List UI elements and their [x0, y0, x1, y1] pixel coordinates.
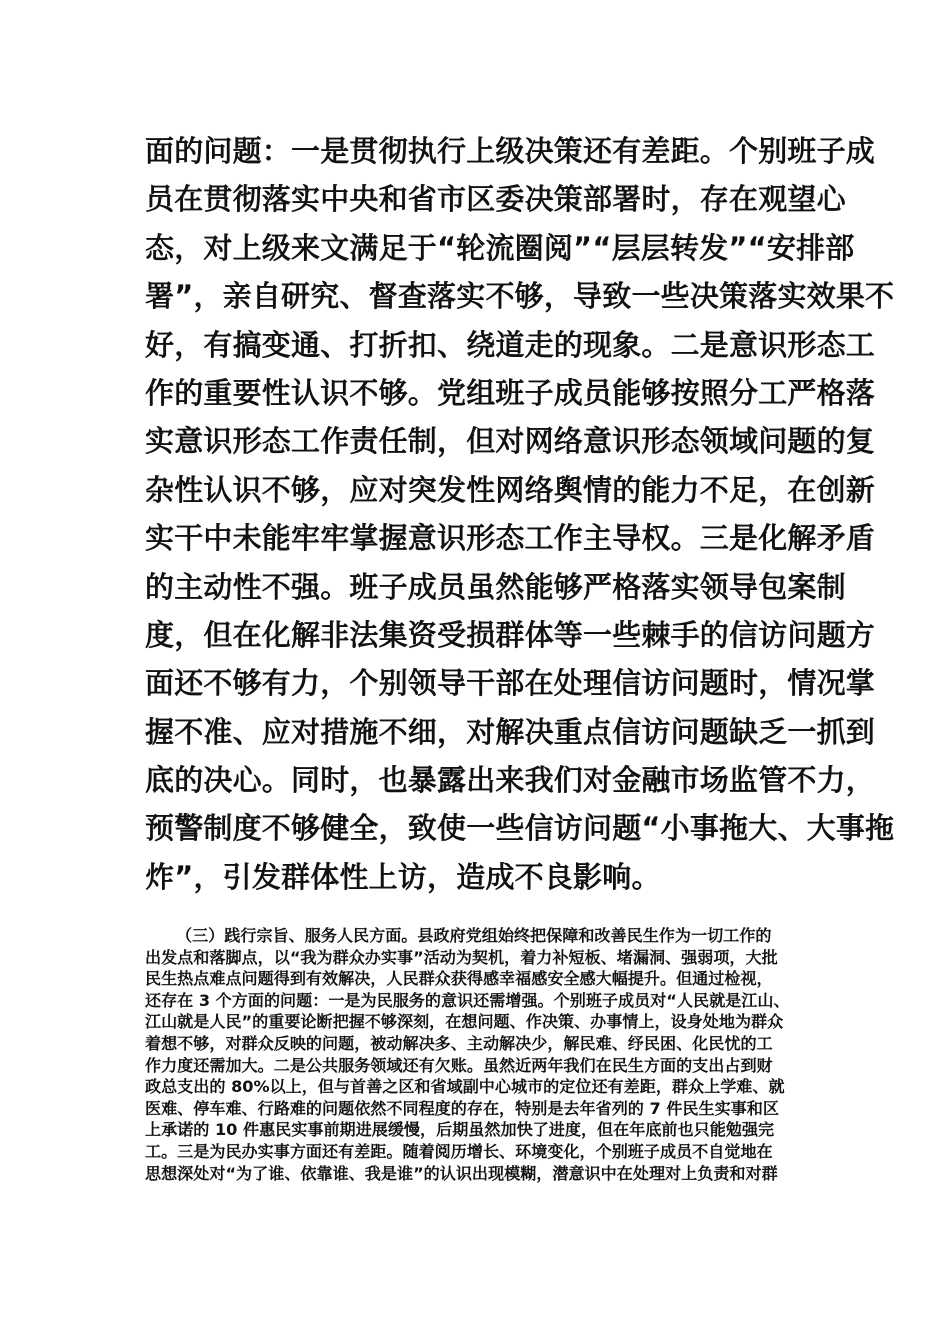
paragraph-line: 还存在 3 个方面的问题：一是为民服务的意识还需增强。个别班子成员对“人民就是江山、 [145, 990, 790, 1010]
paragraph-line: 的主动性不强。班子成员虽然能够严格落实领导包案制 [145, 569, 846, 604]
paragraph-line: 着想不够，对群众反映的问题，被动解决多、主动解决少，解民难、纾民困、化民忧的工 [145, 1033, 773, 1053]
paragraph-line: 员在贯彻落实中央和省市区委决策部署时，存在观望心 [145, 182, 846, 217]
paragraph-line: 预警制度不够健全，致使一些信访问题“小事拖大、大事拖 [145, 811, 895, 846]
paragraph-line: 面还不够有力，个别领导干部在处理信访问题时，情况掌 [145, 666, 876, 701]
paragraph-line: 杂性认识不够，应对突发性网络舆情的能力不足，在创新 [145, 472, 876, 507]
paragraph-line: 态，对上级来文满足于“轮流圈阅”“层层转发”“安排部 [145, 230, 855, 265]
paragraph-line: 民生热点难点问题得到有效解决，人民群众获得感幸福感安全感大幅提升。但通过检视， [145, 969, 773, 989]
paragraph-line: 作的重要性认识不够。党组班子成员能够按照分工严格落 [145, 375, 876, 410]
paragraph-line: 度，但在化解非法集资受损群体等一些棘手的信访问题方 [145, 617, 876, 652]
paragraph-line: 江山就是人民”的重要论断把握不够深刻，在想问题、作决策、办事情上，设身处地为群众 [145, 1012, 784, 1032]
paragraph-line: 政总支出的 80%以上，但与首善之区和省域副中心城市的定位还有差距，群众上学难、就 [145, 1077, 785, 1097]
paragraph-line: 上承诺的 10 件惠民实事前期进展缓慢，后期虽然加快了进度，但在年底前也只能勉强完 [145, 1120, 775, 1140]
paragraph-line: 炸”，引发群体性上访，造成不良影响。 [145, 859, 661, 894]
paragraph-line: 实干中未能牢牢掌握意识形态工作主导权。三是化解矛盾 [145, 521, 876, 556]
paragraph-line: 出发点和落脚点，以“我为群众办实事”活动为契机，着力补短板、堵漏洞、强弱项，大批 [145, 947, 778, 967]
paragraph-line: 面的问题：一是贯彻执行上级决策还有差距。个别班子成 [145, 134, 876, 168]
paragraph-line: 底的决心。同时，也暴露出来我们对金融市场监管不力， [145, 763, 876, 798]
paragraph-line: 作力度还需加大。二是公共服务领域还有欠账。虽然近两年我们在民生方面的支出占到财 [145, 1055, 773, 1075]
paragraph-line: 工。三是为民办实事方面还有差距。随着阅历增长、环境变化，个别班子成员不自觉地在 [145, 1141, 773, 1161]
paragraph-line: 医难、停车难、行路难的问题依然不同程度的存在，特别是去年省列的 7 件民生实事和区 [145, 1098, 779, 1118]
paragraph-line: 署”，亲自研究、督查落实不够，导致一些决策落实效果不 [145, 279, 895, 314]
section-two-paragraph [145, 127, 895, 901]
section-three-paragraph [145, 925, 815, 1184]
section-three-heading-line: （三）践行宗旨、服务人民方面。县政府党组始终把保障和改善民生作为一切工作的 [176, 926, 772, 945]
paragraph-line: 好，有搞变通、打折扣、绕道走的现象。二是意识形态工 [145, 327, 876, 362]
paragraph-line: 思想深处对“为了谁、依靠谁、我是谁”的认识出现模糊，潜意识中在处理对上负责和对群 [145, 1163, 778, 1183]
paragraph-line: 实意识形态工作责任制，但对网络意识形态领域问题的复 [145, 424, 876, 459]
paragraph-line: 握不准、应对措施不细，对解决重点信访问题缺乏一抓到 [145, 714, 876, 749]
